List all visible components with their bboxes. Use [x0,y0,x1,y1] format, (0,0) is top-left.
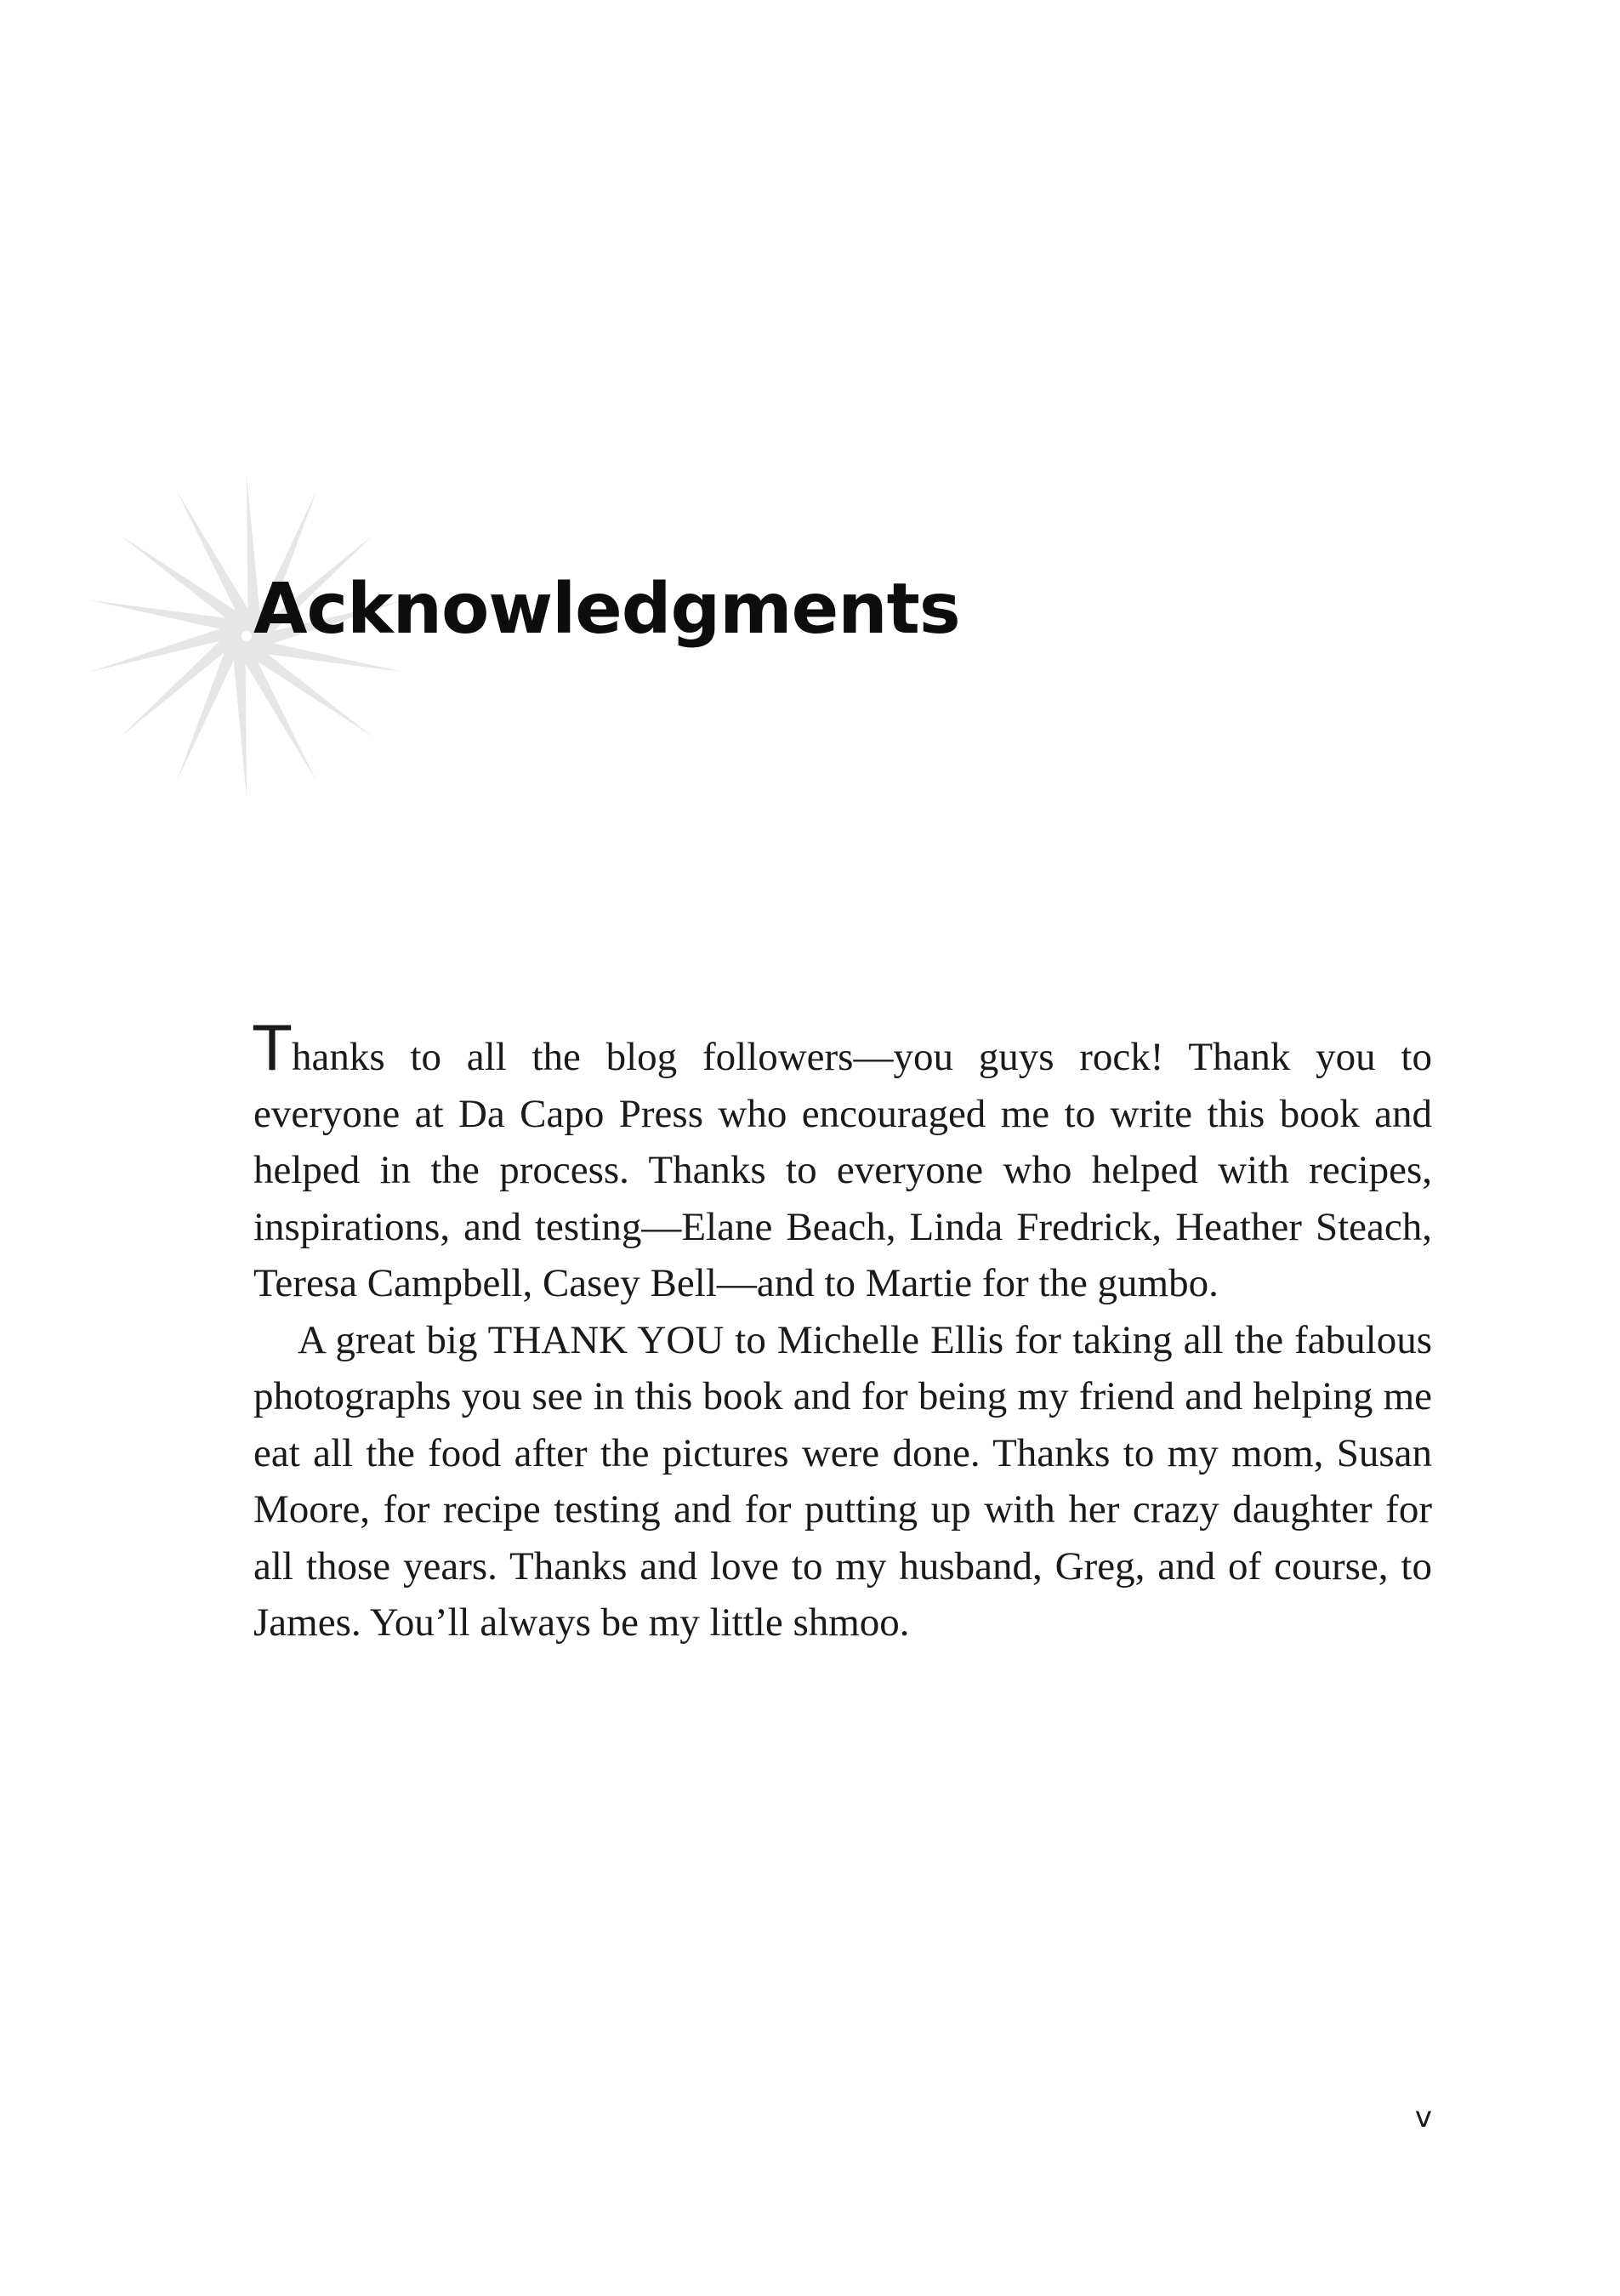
drop-cap: T [253,1013,291,1084]
paragraph-1 [253,1013,1432,1312]
page-number: v [1414,2100,1432,2134]
body-text [253,1013,1432,1651]
paragraph-2: A great big THANK YOU to Michelle Ellis for taking all the fabulous photographs you see in this book and for being my friend and helping me eat all the food after the pictures were done. Thanks to my mom, Susan Moore, for recipe testing and for putting up with her crazy daughter for all those years. Thanks and love to my husband, Greg, and of course, to James. You’ll always be my little shmoo. [253,1317,1432,1645]
paragraph-1-text: hanks to all the blog followers—you guys rock! Thank you to everyone at Da Capo Press who encouraged me to write this book and helped in the process. Thanks to everyone who helped with recipes, inspirations, and testing—Elane Beach, Linda Fredrick, Heather Steach, Teresa Campbell, Casey Bell—and to Martie for the gumbo. [253,1035,1432,1305]
page-title: Acknowledgments [253,569,960,650]
